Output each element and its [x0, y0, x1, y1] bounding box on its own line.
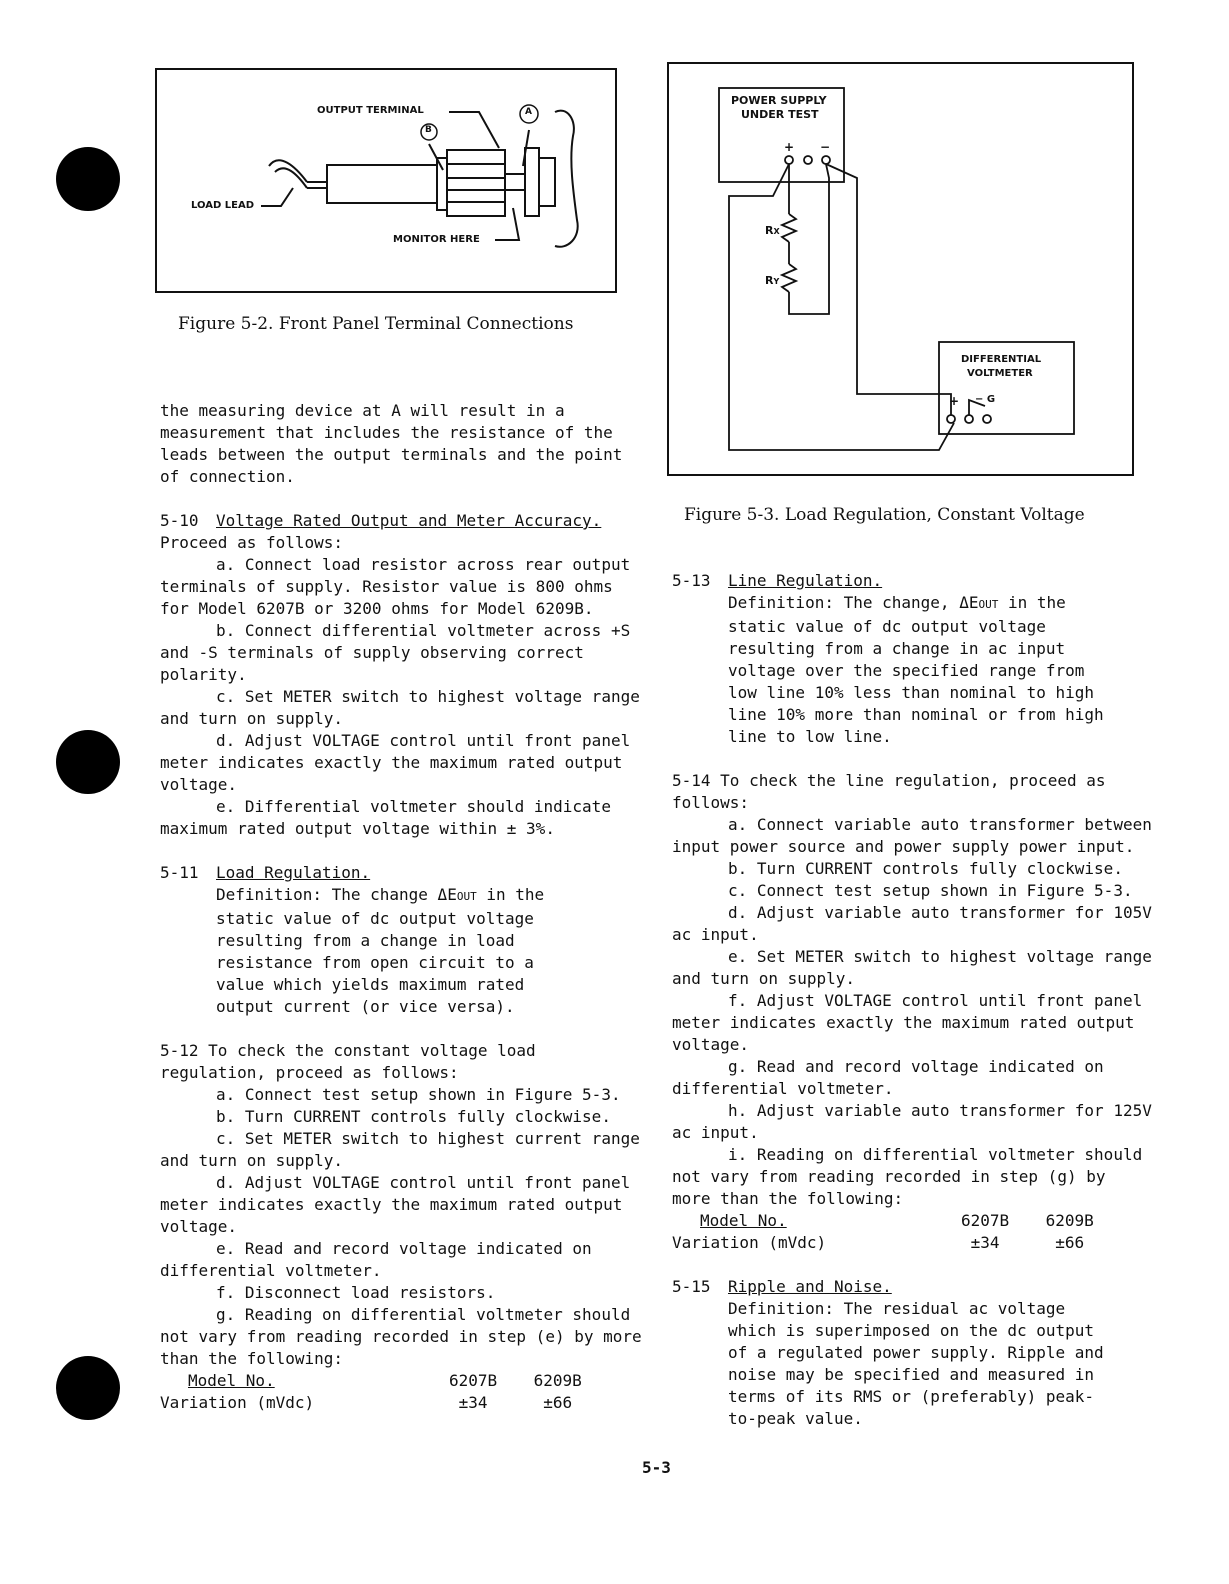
figure-5-2-caption: Figure 5-2. Front Panel Terminal Connections — [178, 314, 574, 334]
section-5-12-step-e: e. Read and record voltage indicated on differential voltmeter. — [160, 1239, 592, 1280]
table-row — [160, 1392, 600, 1414]
variation-table-left — [160, 1370, 600, 1414]
intro-paragraph: the measuring device at A will result in a measurement that includes the resistance of the leads between the output terminals and the point of connection. — [160, 401, 623, 486]
page-number: 5-3 — [642, 1458, 671, 1477]
dvm-label-line2: VOLTMETER — [967, 368, 1033, 379]
section-5-12-step-f: f. Disconnect load resistors. — [216, 1283, 496, 1302]
psu-label-line2: UNDER TEST — [741, 108, 819, 121]
section-5-14-step-f: f. Adjust VOLTAGE control until front panel meter indicates exactly the maximum rated output voltage. — [672, 991, 1143, 1054]
section-5-11-definition: Definition: The change ΔEOUT in the static value of dc output voltage resulting from a change in load resistance from open circuit to a value which yields maximum rated output current (or vice versa). — [216, 885, 545, 1016]
table-cell-variation: Variation (mVdc) — [672, 1233, 827, 1252]
section-5-15-heading: 5-15 Ripple and Noise. — [672, 1277, 892, 1296]
section-5-14-lead: 5-14 To check the line regulation, proceed as follows: — [672, 771, 1106, 812]
section-5-12-step-a: a. Connect test setup shown in Figure 5-3. — [216, 1085, 621, 1104]
binder-hole-bottom — [56, 1356, 120, 1420]
section-5-12-step-d: d. Adjust VOLTAGE control until front panel meter indicates exactly the maximum rated output voltage. — [160, 1173, 631, 1236]
section-5-13-definition: Definition: The change, ΔEOUT in the static value of dc output voltage resulting from a change in ac input voltage over the specified range from low line 10% less than nominal to high line 10% more than nominal or from high line to low line. — [728, 593, 1104, 746]
marker-b-label: B — [425, 125, 432, 135]
dvm-label-line1: DIFFERENTIAL — [961, 354, 1042, 365]
table-header-6209b: 6209B — [533, 1371, 582, 1390]
marker-a-label: A — [525, 107, 532, 117]
figure-5-3 — [667, 62, 1134, 476]
section-5-10-step-b: b. Connect differential voltmeter across +S and -S terminals of supply observing correct polarity. — [160, 621, 631, 684]
section-5-10-heading: 5-10 Voltage Rated Output and Meter Accuracy. — [160, 511, 602, 530]
table-cell-variation: Variation (mVdc) — [160, 1393, 315, 1412]
left-column — [160, 400, 642, 1414]
table-cell-6209b: ±66 — [543, 1393, 573, 1412]
section-5-15-definition: Definition: The residual ac voltage which is superimposed on the dc output of a regulated power supply. Ripple and noise may be specified and measured in terms of its RMS or (preferably) peak-to-peak value. — [728, 1299, 1104, 1428]
section-5-14-step-b: b. Turn CURRENT controls fully clockwise. — [728, 859, 1123, 878]
table-row — [672, 1232, 1112, 1254]
section-5-10-step-c: c. Set METER switch to highest voltage range and turn on supply. — [160, 687, 640, 728]
terminal-drawing — [157, 70, 614, 290]
rx-label: RX — [765, 224, 780, 237]
figure-5-3-caption: Figure 5-3. Load Regulation, Constant Voltage — [684, 505, 1085, 525]
table-header-model: Model No. — [700, 1211, 787, 1230]
section-5-10-lead: Proceed as follows: — [160, 533, 344, 552]
output-terminal-label: OUTPUT TERMINAL — [317, 105, 424, 116]
section-5-11-heading: 5-11 Load Regulation. — [160, 863, 371, 882]
dvm-minus-label: − G — [975, 394, 996, 405]
section-5-14-step-d: d. Adjust variable auto transformer for 105V ac input. — [672, 903, 1152, 944]
binder-hole-top — [56, 147, 120, 211]
right-column — [672, 570, 1152, 1430]
psu-plus-label: + — [784, 140, 795, 154]
table-row — [160, 1370, 600, 1392]
psu-minus-label: − — [820, 140, 831, 154]
section-5-14-step-i: i. Reading on differential voltmeter should not vary from reading recorded in step (g) by more than the following: — [672, 1145, 1143, 1208]
table-cell-6207b: ±34 — [458, 1393, 488, 1412]
table-header-6209b: 6209B — [1045, 1211, 1094, 1230]
section-5-12-step-g: g. Reading on differential voltmeter should not vary from reading recorded in step (e) by more than the following: — [160, 1305, 642, 1368]
section-5-13-heading: 5-13 Line Regulation. — [672, 571, 883, 590]
section-5-10-step-a: a. Connect load resistor across rear output terminals of supply. Resistor value is 800 ohms for Model 6207B or 3200 ohms for Model 6209B. — [160, 555, 631, 618]
binder-hole-middle — [56, 730, 120, 794]
load-regulation-circuit — [669, 64, 1131, 473]
section-5-10-step-d: d. Adjust VOLTAGE control until front panel meter indicates exactly the maximum rated output voltage. — [160, 731, 631, 794]
section-5-10-step-e: e. Differential voltmeter should indicate maximum rated output voltage within ± 3%. — [160, 797, 611, 838]
section-5-12-lead: 5-12 To check the constant voltage load regulation, proceed as follows: — [160, 1041, 536, 1082]
variation-table-right — [672, 1210, 1112, 1254]
table-header-6207b: 6207B — [960, 1211, 1010, 1230]
table-header-model: Model No. — [188, 1371, 275, 1390]
load-lead-label: LOAD LEAD — [191, 200, 255, 211]
section-5-14-step-c: c. Connect test setup shown in Figure 5-3. — [728, 881, 1133, 900]
ry-label: RY — [765, 274, 780, 287]
section-5-12-step-b: b. Turn CURRENT controls fully clockwise. — [216, 1107, 611, 1126]
table-cell-6209b: ±66 — [1055, 1233, 1085, 1252]
table-header-6207b: 6207B — [448, 1371, 498, 1390]
psu-label-line1: POWER SUPPLY — [731, 94, 827, 107]
section-5-14-step-g: g. Read and record voltage indicated on differential voltmeter. — [672, 1057, 1104, 1098]
table-cell-6207b: ±34 — [970, 1233, 1000, 1252]
section-5-12-step-c: c. Set METER switch to highest current range and turn on supply. — [160, 1129, 640, 1170]
section-5-14-step-e: e. Set METER switch to highest voltage range and turn on supply. — [672, 947, 1152, 988]
section-5-14-step-a: a. Connect variable auto transformer between input power source and power supply power input. — [672, 815, 1152, 856]
figure-5-2 — [155, 68, 617, 293]
dvm-plus-label: + — [949, 394, 960, 408]
table-row — [672, 1210, 1112, 1232]
monitor-here-label: MONITOR HERE — [393, 234, 480, 245]
section-5-14-step-h: h. Adjust variable auto transformer for 125V ac input. — [672, 1101, 1152, 1142]
